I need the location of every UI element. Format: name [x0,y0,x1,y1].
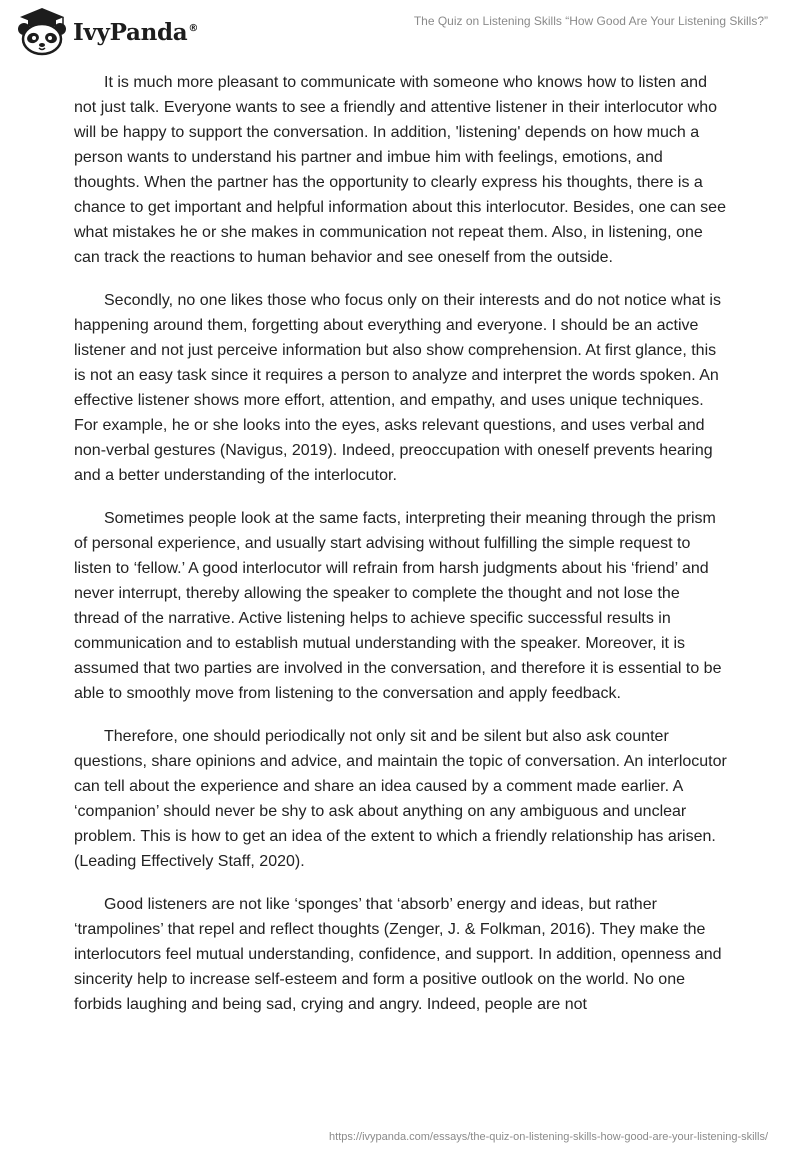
paragraph-3: Sometimes people look at the same facts, interpreting their meaning through the prism of personal experience, and usually start advising without fulfilling the simple request to listen to ‘fellow.’ A good interlocutor will refrain from harsh judgments about his ‘friend’ and never interrupt, thereby allowing the speaker to complete the thought and not lose the thread of the narrative. Active listening helps to achieve specific successful results in communication and to establish mutual understanding with the speaker. Moreover, it is assumed that two parties are involved in the conversation, and therefore it is essential to be able to smoothly move from listening to the conversation and apply feedback. [74,510,722,702]
paragraph-5: Good listeners are not like ‘sponges’ that ‘absorb’ energy and ideas, but rather ‘trampolines’ that repel and reflect thoughts (Zenger, J. & Folkman, 2016). They make the interlocutors feel mutual understanding, confidence, and support. In addition, openness and sincerity help to increase self-esteem and form a positive outlook on the world. No one forbids laughing and being sad, crying and angry. Indeed, people are not [74,896,722,1013]
paragraph-1: It is much more pleasant to communicate with someone who knows how to listen and not just talk. Everyone wants to see a friendly and attentive listener in their interlocutor who will be happy to support the conversation. In addition, 'listening' depends on how much a person wants to understand his partner and imbue him with feelings, emotions, and thoughts. When the partner has the opportunity to clearly express his thoughts, there is a chance to get important and helpful information about this interlocutor. Besides, one can see what mistakes he or she makes in communication not repeat them. Also, in listening, one can track the reactions to human behavior and see oneself from the outside. [74,74,726,266]
paragraph-4: Therefore, one should periodically not only sit and be silent but also ask counter questions, share opinions and advice, and maintain the topic of conversation. An interlocutor can tell about the experience and share an idea caused by a comment made earlier. A ‘companion’ should never be shy to ask about anything on any ambiguous and unclear problem. This is how to get an idea of the extent to which a friendly relationship has arisen. (Leading Effectively Staff, 2020). [74,728,727,870]
page-header [0,0,800,60]
source-url-link[interactable]: https://ivypanda.com/essays/the-quiz-on-listening-skills-how-good-are-your-listening-skills/ [329,1131,768,1143]
registered-mark: ® [188,22,199,34]
brand-logo[interactable] [14,6,198,56]
essay-body [74,70,728,1035]
paragraph-2: Secondly, no one likes those who focus only on their interests and do not notice what is happening around them, forgetting about everything and everyone. I should be an active listener and not just perceive information but also show comprehension. At first glance, this is not an easy task since it requires a person to analyze and interpret the words spoken. An effective listener shows more effort, attention, and empathy, and uses unique techniques. For example, he or she looks into the eyes, asks relevant questions, and uses verbal and non-verbal gestures (Navigus, 2019). Indeed, preoccupation with oneself prevents hearing and a better understanding of the interlocutor. [74,292,721,484]
brand-name: IvyPanda® [73,18,199,46]
document-title: The Quiz on Listening Skills “How Good Are Your Listening Skills?” [413,14,768,28]
panda-graduation-cap-icon [14,6,70,56]
